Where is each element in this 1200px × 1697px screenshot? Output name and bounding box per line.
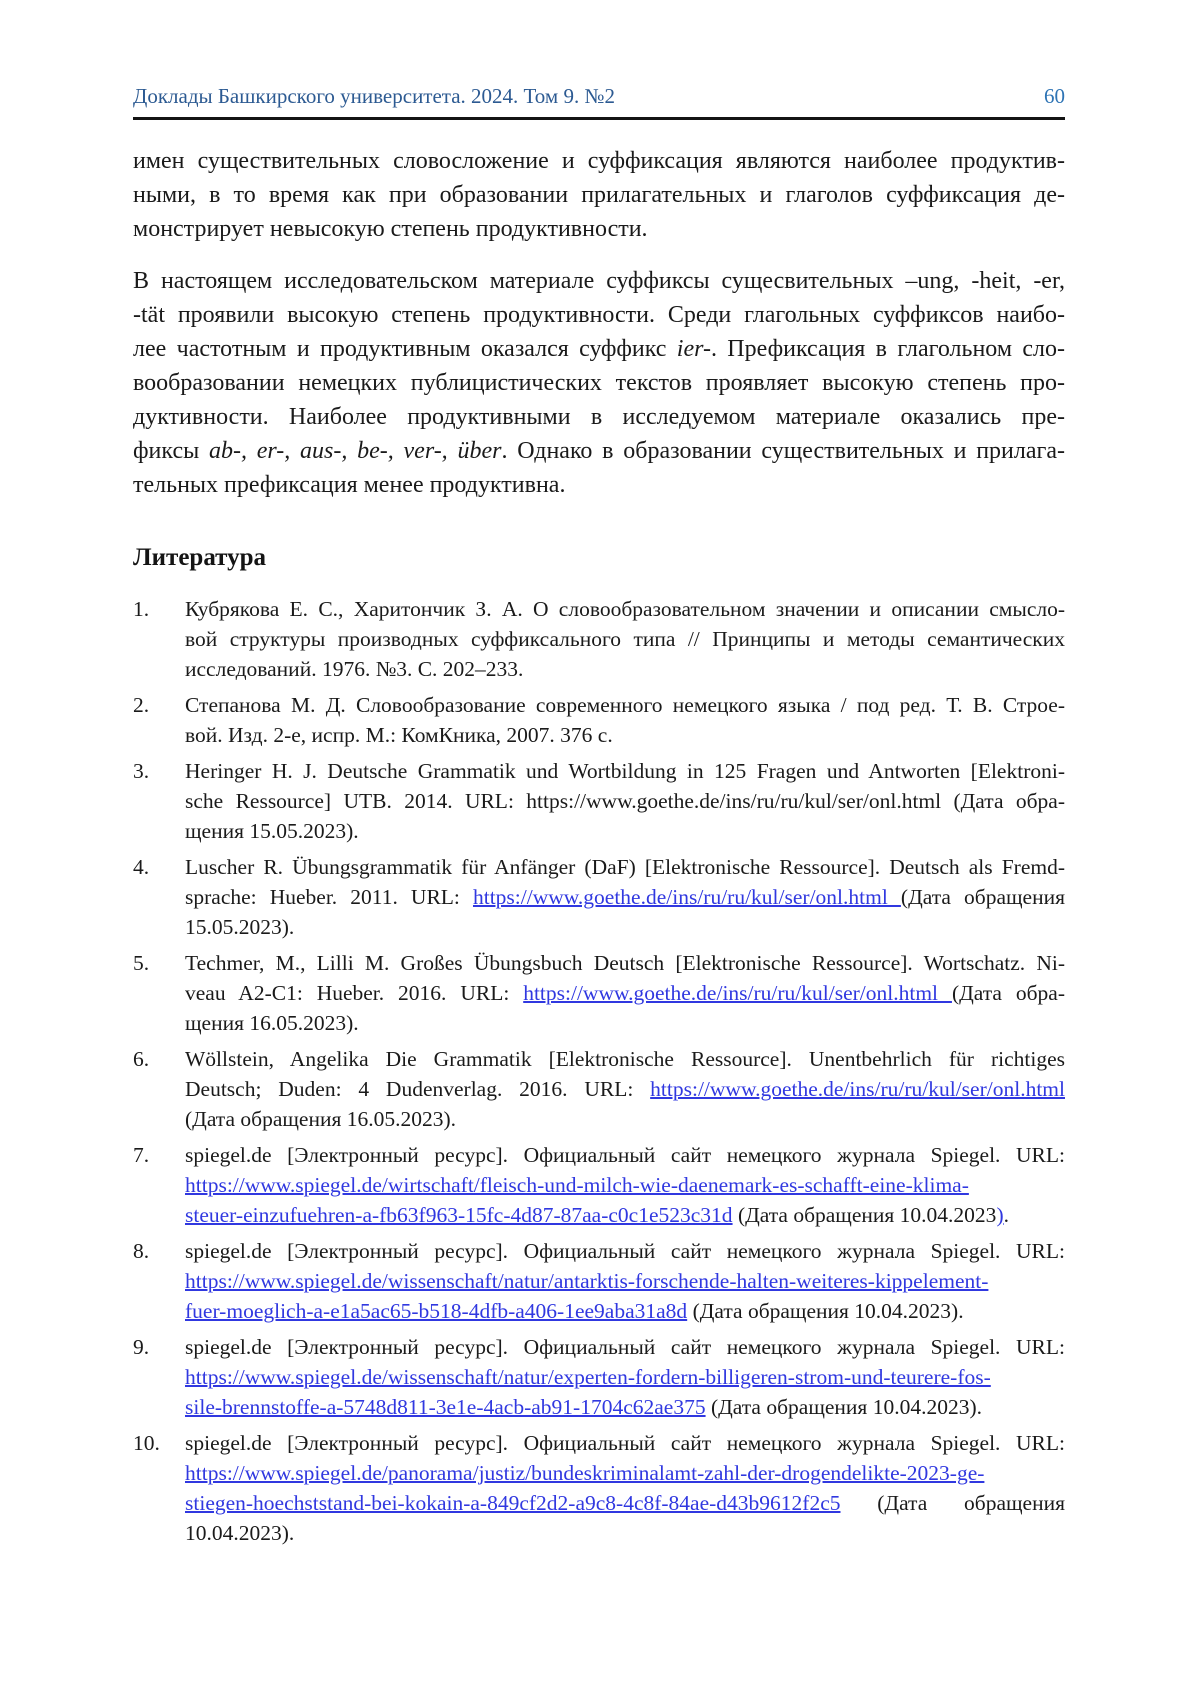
text-run: spiegel.de [Электронный ресурс]. Официальный сайт немецкого журнала Spiegel. URL:: [185, 1239, 1065, 1263]
text-run: (Дата обращения 10.04.2023).: [687, 1299, 964, 1323]
text-run: 15.05.2023).: [185, 915, 295, 939]
reference-number: 5.: [133, 951, 150, 975]
text-run: Techmer, M., Lilli M. Großes Übungsbuch Deutsch [Elektronische Ressource]. Wortschatz. Ni-: [185, 951, 1065, 975]
reference-item: [133, 1428, 1065, 1548]
text-run: Кубрякова Е. С., Харитончик З. А. О словообразовательном значении и описании смысло-: [185, 597, 1065, 621]
text-line: [185, 912, 1065, 942]
text-line: [133, 178, 1065, 212]
reference-link[interactable]: fuer-moeglich-a-e1a5ac65-b518-4dfb-a406-1ee9aba31a8d: [185, 1299, 688, 1323]
text-line: [185, 594, 1065, 624]
reference-number: 7.: [133, 1143, 150, 1167]
reference-body: [185, 690, 1065, 750]
text-line: [185, 1170, 1065, 1200]
text-run: . Префиксация в глагольном сло-: [710, 336, 1065, 362]
reference-number: 4.: [133, 855, 150, 879]
text-run: (Дата обращения 16.05.2023).: [185, 1107, 457, 1131]
reference-item: [133, 756, 1065, 846]
text-run: Luscher R. Übungsgrammatik für Anfänger (DaF) [Elektronische Ressource]. Deutsch als Fremd-: [185, 855, 1065, 879]
reference-body: [185, 756, 1065, 846]
emphasis-text: ier-: [676, 336, 711, 362]
reference-link[interactable]: https://www.spiegel.de/wirtschaft/fleisch-und-milch-wie-daenemark-es-schafft-eine-klima-: [185, 1173, 969, 1197]
text-run: (Дата обращения 10.04.2023).: [705, 1395, 982, 1419]
text-line: [185, 1428, 1065, 1458]
text-run: (Дата обращения: [900, 885, 1065, 909]
reference-number: 6.: [133, 1047, 150, 1071]
text-run: лее частотным и продуктивным оказался суффикс: [133, 336, 677, 362]
text-line: [185, 690, 1065, 720]
text-run: Heringer H. J. Deutsche Grammatik und Wortbildung in 125 Fragen und Antworten [Elektroni-: [185, 759, 1065, 783]
text-line: [185, 654, 1065, 684]
text-line: [185, 1296, 1065, 1326]
text-line: [185, 1104, 1065, 1134]
text-line: [185, 1362, 1065, 1392]
text-line: [185, 720, 1065, 750]
reference-number: 8.: [133, 1239, 150, 1263]
text-line: [185, 1332, 1065, 1362]
reference-link[interactable]: steuer-einzufuehren-a-fb63f963-15fc-4d87-87aa-c0c1e523c31d: [185, 1203, 733, 1227]
text-run: spiegel.de [Электронный ресурс]. Официальный сайт немецкого журнала Spiegel. URL:: [185, 1335, 1065, 1359]
reference-number: 10.: [133, 1431, 160, 1455]
text-line: [185, 816, 1065, 846]
reference-body: [185, 1428, 1065, 1548]
text-line: [133, 366, 1065, 400]
body-text: [133, 144, 1065, 502]
reference-item: [133, 948, 1065, 1038]
text-line: [185, 1200, 1065, 1230]
text-line: [133, 264, 1065, 298]
reference-number: 3.: [133, 759, 150, 783]
text-line: [133, 298, 1065, 332]
text-line: [185, 882, 1065, 912]
text-run: Deutsch; Duden: 4 Dudenverlag. 2016. URL:: [185, 1077, 651, 1101]
reference-link[interactable]: https://www.spiegel.de/panorama/justiz/bundeskriminalamt-zahl-der-drogendelikte-2023-ge-: [185, 1461, 985, 1485]
reference-link[interactable]: ): [996, 1203, 1004, 1227]
text-line: [185, 624, 1065, 654]
reference-link[interactable]: https://www.goethe.de/ins/ru/ru/kul/ser/onl.html: [650, 1077, 1065, 1101]
reference-link[interactable]: stiegen-hoechststand-bei-kokain-a-849cf2d2-a9c8-4c8f-84ae-d43b9612f2c5: [185, 1491, 841, 1515]
text-run: . Однако в образовании существительных и прилага-: [501, 438, 1065, 464]
text-run: spiegel.de [Электронный ресурс]. Официальный сайт немецкого журнала Spiegel. URL:: [185, 1143, 1065, 1167]
text-line: [185, 1044, 1065, 1074]
text-run: вообразовании немецких публицистических текстов проявляет высокую степень про-: [133, 370, 1065, 396]
reference-body: [185, 594, 1065, 684]
text-run: 10.04.2023).: [185, 1521, 295, 1545]
reference-number: 2.: [133, 693, 150, 717]
reference-body: [185, 852, 1065, 942]
text-run: имен существительных словосложение и суффиксация являются наиболее продуктив-: [133, 148, 1065, 174]
page-header: [133, 84, 1065, 108]
journal-title: Доклады Башкирского университета. 2024. Том 9. №2: [133, 84, 615, 108]
reference-body: [185, 1332, 1065, 1422]
text-line: [185, 1236, 1065, 1266]
reference-link[interactable]: https://www.goethe.de/ins/ru/ru/kul/ser/onl.html: [472, 885, 901, 909]
text-line: [185, 1266, 1065, 1296]
text-run: исследований. 1976. №3. С. 202–233.: [185, 657, 524, 681]
reference-number: 9.: [133, 1335, 150, 1359]
emphasis-text: ab-, er-, aus-, be-, ver-, über: [209, 438, 502, 464]
body-paragraph: [133, 144, 1065, 246]
body-paragraph: [133, 264, 1065, 502]
text-run: тельных префиксация менее продуктивна.: [133, 472, 566, 498]
reference-link[interactable]: https://www.spiegel.de/wissenschaft/natur/antarktis-forschende-halten-weiteres-kippelement-: [185, 1269, 989, 1293]
reference-item: [133, 594, 1065, 684]
reference-body: [185, 1140, 1065, 1230]
text-run: ными, в то время как при образовании прилагательных и глаголов суффиксация де-: [133, 182, 1065, 208]
text-line: [133, 212, 1065, 246]
text-run: -tät проявили высокую степень продуктивности. Среди глагольных суффиксов наибо-: [133, 302, 1065, 328]
reference-item: [133, 1044, 1065, 1134]
text-run: щения 15.05.2023).: [185, 819, 359, 843]
reference-link[interactable]: https://www.goethe.de/ins/ru/ru/kul/ser/onl.html: [523, 981, 952, 1005]
text-run: вой структуры производных суффиксального типа // Принципы и методы семантических: [185, 627, 1065, 651]
text-line: [133, 434, 1065, 468]
reference-item: [133, 1140, 1065, 1230]
reference-item: [133, 852, 1065, 942]
page-number: 60: [1044, 84, 1065, 108]
text-line: [185, 786, 1065, 816]
text-run: вой. Изд. 2-е, испр. М.: КомКника, 2007. 376 с.: [185, 723, 613, 747]
text-run: (Дата обращения 10.04.2023: [732, 1203, 997, 1227]
text-run: Wöllstein, Angelika Die Grammatik [Elektronische Ressource]. Unentbehrlich für richtiges: [185, 1047, 1065, 1071]
text-run: (Дата обращения: [840, 1491, 1065, 1515]
reference-body: [185, 948, 1065, 1038]
text-run: фиксы: [133, 438, 209, 464]
text-line: [185, 1488, 1065, 1518]
text-line: [185, 756, 1065, 786]
text-line: [133, 400, 1065, 434]
reference-item: [133, 690, 1065, 750]
text-line: [185, 1458, 1065, 1488]
text-line: [185, 948, 1065, 978]
text-run: (Дата обра-: [951, 981, 1065, 1005]
reference-item: [133, 1236, 1065, 1326]
reference-item: [133, 1332, 1065, 1422]
text-line: [185, 852, 1065, 882]
text-line: [185, 1140, 1065, 1170]
text-line: [185, 1518, 1065, 1548]
text-line: [185, 1074, 1065, 1104]
text-line: [185, 1392, 1065, 1422]
text-run: Степанова М. Д. Словообразование современного немецкого языка / под ред. Т. В. Строе-: [185, 693, 1065, 717]
text-run: veau A2-C1: Hueber. 2016. URL:: [185, 981, 524, 1005]
text-line: [185, 1008, 1065, 1038]
reference-link[interactable]: sile-brennstoffe-a-5748d811-3e1e-4acb-ab91-1704c62ae375: [185, 1395, 706, 1419]
text-line: [133, 332, 1065, 366]
text-run: щения 16.05.2023).: [185, 1011, 359, 1035]
reference-number: 1.: [133, 597, 150, 621]
reference-body: [185, 1044, 1065, 1134]
reference-body: [185, 1236, 1065, 1326]
text-run: монстрирует невысокую степень продуктивности.: [133, 216, 648, 242]
text-run: sche Ressource] UTB. 2014. URL: https://www.goethe.de/ins/ru/ru/kul/ser/onl.html (Дата обра-: [185, 789, 1065, 813]
text-line: [133, 144, 1065, 178]
text-run: дуктивности. Наиболее продуктивными в исследуемом материале оказались пре-: [133, 404, 1065, 430]
header-rule: [133, 117, 1065, 120]
text-line: [133, 468, 1065, 502]
references-list: [133, 594, 1065, 1548]
text-run: sprache: Hueber. 2011. URL:: [185, 885, 473, 909]
text-run: В настоящем исследовательском материале суффиксы сущесвительных –ung, -heit, -er,: [133, 268, 1065, 294]
section-heading: Литература: [133, 544, 267, 571]
text-run: .: [1003, 1203, 1009, 1227]
text-line: [185, 978, 1065, 1008]
text-run: spiegel.de [Электронный ресурс]. Официальный сайт немецкого журнала Spiegel. URL:: [185, 1431, 1065, 1455]
reference-link[interactable]: https://www.spiegel.de/wissenschaft/natur/experten-fordern-billigeren-strom-und-teurere-fos-: [185, 1365, 991, 1389]
